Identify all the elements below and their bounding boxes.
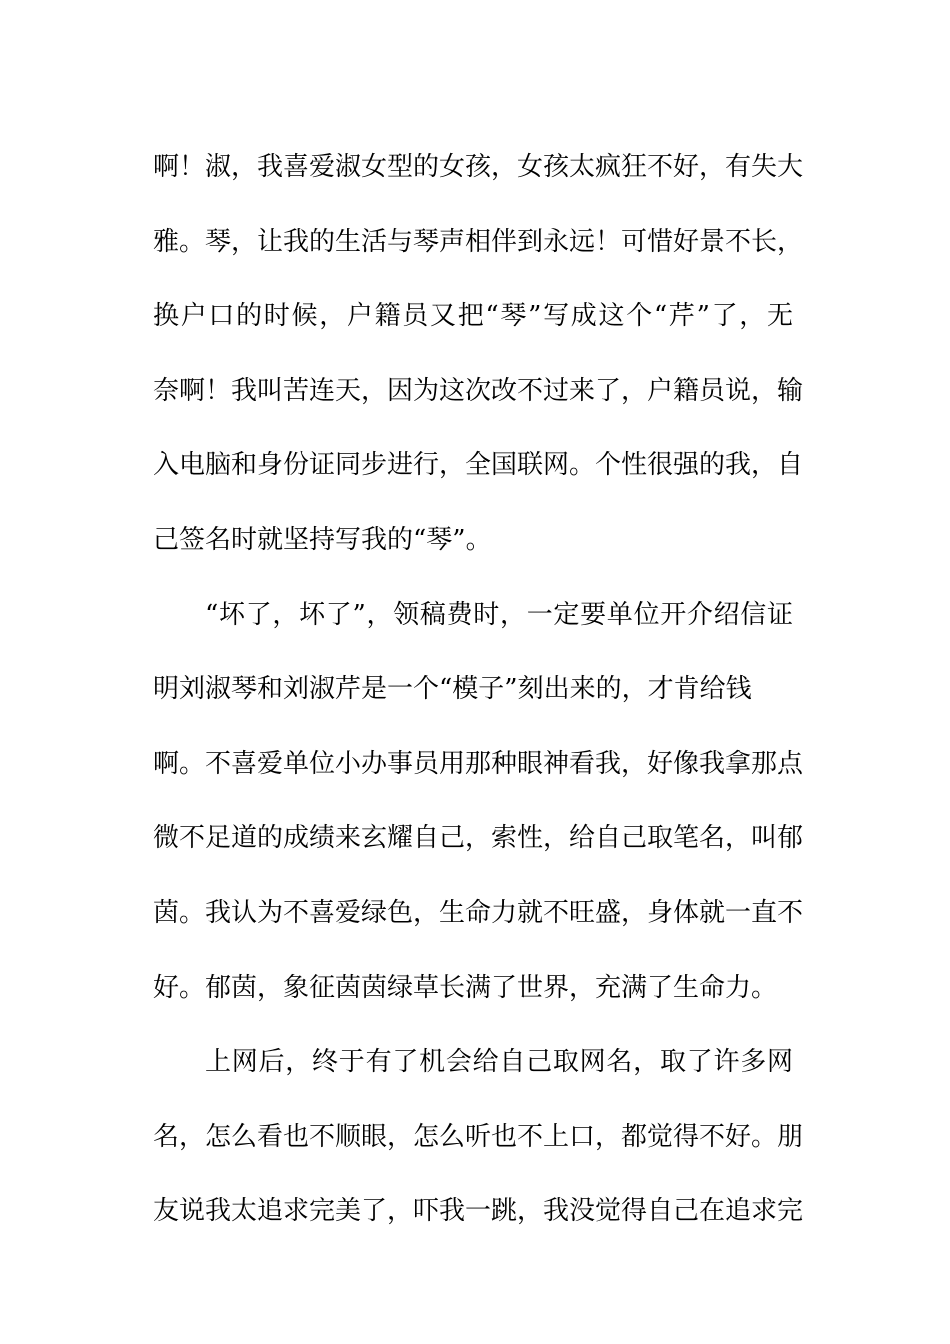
text-line: 微不足道的成绩来玄耀自己，索性，给自己取笔名，叫郁 bbox=[153, 823, 804, 854]
document-body bbox=[153, 130, 804, 1249]
text-line: 明刘淑琴和刘淑芹是一个“模子”刻出来的，才肯给钱 bbox=[153, 674, 752, 705]
text-line: 啊！淑，我喜爱淑女型的女孩，女孩太疯狂不好，有失大 bbox=[153, 152, 804, 182]
text-line: 茵。我认为不喜爱绿色，生命力就不旺盛，身体就一直不 bbox=[153, 897, 804, 928]
text-line: “坏了，坏了”，领稿费时，一定要单位开介绍信证 bbox=[205, 599, 793, 630]
text-line: 入电脑和身份证同步进行，全国联网。个性很强的我，自 bbox=[153, 450, 804, 481]
text-line: 换户口的时候，户籍员又把“琴”写成这个“芹”了，无 bbox=[153, 301, 793, 332]
text-line: 上网后，终于有了机会给自己取网名，取了许多网 bbox=[205, 1047, 793, 1078]
text-line: 雅。琴，让我的生活与琴声相伴到永远！可惜好景不长， bbox=[153, 226, 804, 257]
text-line: 名，怎么看也不顺眼，怎么听也不上口，都觉得不好。朋 bbox=[153, 1121, 804, 1152]
text-line: 啊。不喜爱单位小办事员用那种眼神看我，好像我拿那点 bbox=[153, 748, 804, 779]
text-line: 奈啊！我叫苦连天，因为这次改不过来了，户籍员说，输 bbox=[153, 375, 804, 406]
text-line: 友说我太追求完美了，吓我一跳，我没觉得自己在追求完 bbox=[153, 1196, 804, 1227]
text-line: 己签名时就坚持写我的“琴”。 bbox=[153, 524, 492, 555]
text-line: 好。郁茵，象征茵茵绿草长满了世界，充满了生命力。 bbox=[153, 972, 778, 1003]
